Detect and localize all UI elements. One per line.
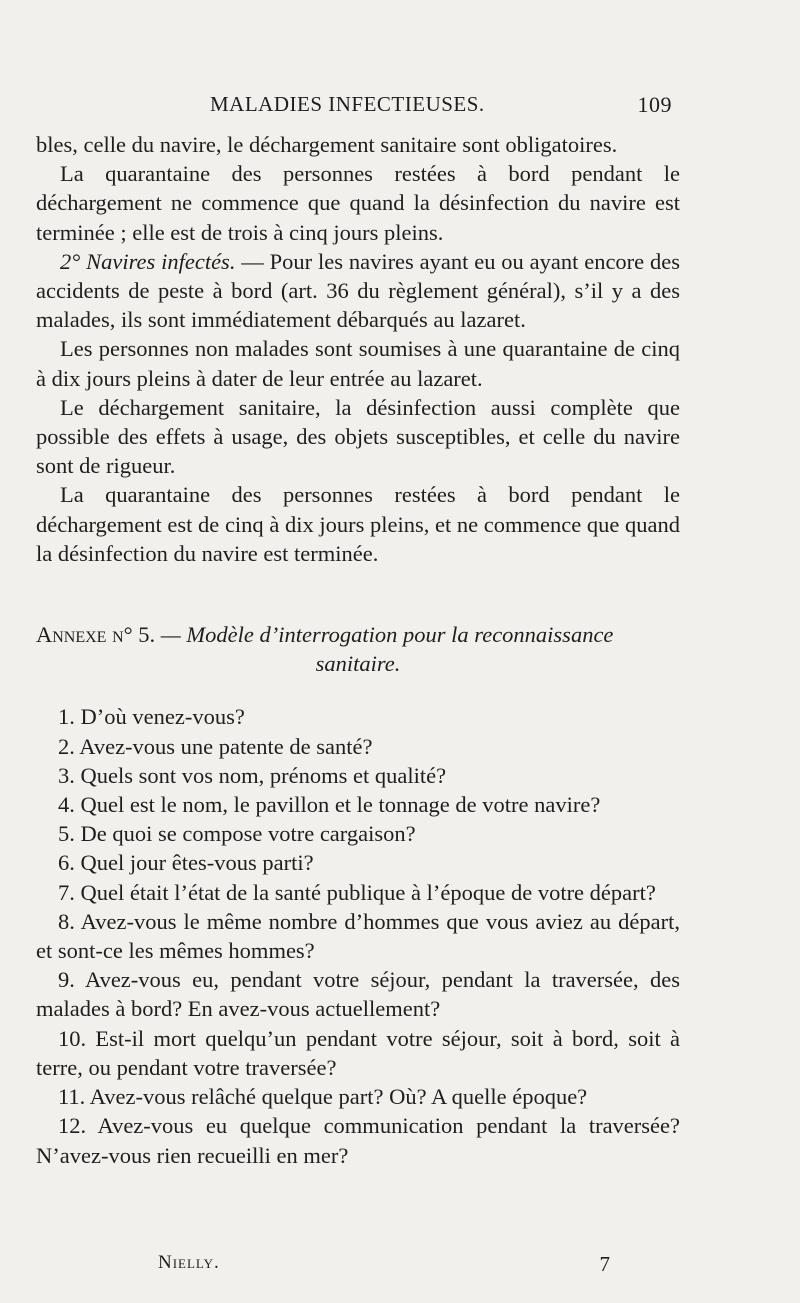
annex-label: Annexe n° 5. [36,622,156,648]
list-item: 4. Quel est le nom, le pavillon et le tonnage de votre navire? [58,792,601,818]
running-title: MALADIES INFECTIEUSES. [210,92,485,116]
paragraph: Les personnes non malades sont soumises à une quarantaine de cinq à dix jours pleins à dater de leur entrée au lazaret. [36,336,680,391]
list-item: 11. Avez-vous relâché quelque part? Où? A quelle époque? [58,1084,588,1110]
paragraph: bles, celle du navire, le déchargement sanitaire sont obligatoires. [36,132,618,157]
list-item: 12. Avez-vous eu quelque communication pendant la traversée? N’avez-vous rien recueilli en mer? [36,1113,680,1168]
annex-title-line2: sanitaire. [315,651,401,677]
section-heading: 2° Navires infectés. [60,248,236,274]
annex-title-line1: — Modèle d’interrogation pour la reconnaissance [160,622,614,648]
main-text [36,130,680,1170]
paragraph-text: — Pour les navires ayant eu ou ayant encore des accidents de peste à bord (art. 36 du règlement général), s’il y a des malades, ils sont immédiatement débarqués au lazaret. [36,248,680,333]
paragraph: Le déchargement sanitaire, la désinfection aussi complète que possible des effets à usage, des objets susceptibles, et celle du navire sont de rigueur. [36,394,680,479]
list-item: 9. Avez-vous eu, pendant votre séjour, pendant la traversée, des malades à bord? En avez-vous actuellement? [36,967,680,1022]
paragraph [36,247,680,335]
list-item: 3. Quels sont vos nom, prénoms et qualité? [58,762,447,788]
list-item: 7. Quel était l’état de la santé publique à l’époque de votre départ? [58,879,656,905]
page-number: 109 [637,92,672,117]
list-item: 10. Est-il mort quelqu’un pendant votre séjour, soit à bord, soit à terre, ou pendant votre traversée? [36,1025,680,1080]
list-item: 8. Avez-vous le même nombre d’hommes que vous aviez au départ, et sont-ce les mêmes hommes? [36,908,680,964]
list-item: 1. D’où venez-vous? [58,704,245,730]
question-list [36,702,680,1169]
list-item: 5. De quoi se compose votre cargaison? [58,821,416,847]
annex-heading [36,620,680,649]
paragraph: La quarantaine des personnes restées à bord pendant le déchargement est de cinq à dix jours pleins, et ne commence que quand la désinfection du navire est terminée. [36,482,680,566]
paragraph: La quarantaine des personnes restées à bord pendant le déchargement ne commence que quand la désinfection du navire est terminée ; elle est de trois à cinq jours pleins. [36,161,680,245]
printer-signature: Nielly. [158,1252,220,1273]
sheet-number: 7 [599,1252,610,1276]
list-item: 2. Avez-vous une patente de santé? [58,733,373,759]
list-item: 6. Quel jour êtes-vous parti? [58,850,314,876]
